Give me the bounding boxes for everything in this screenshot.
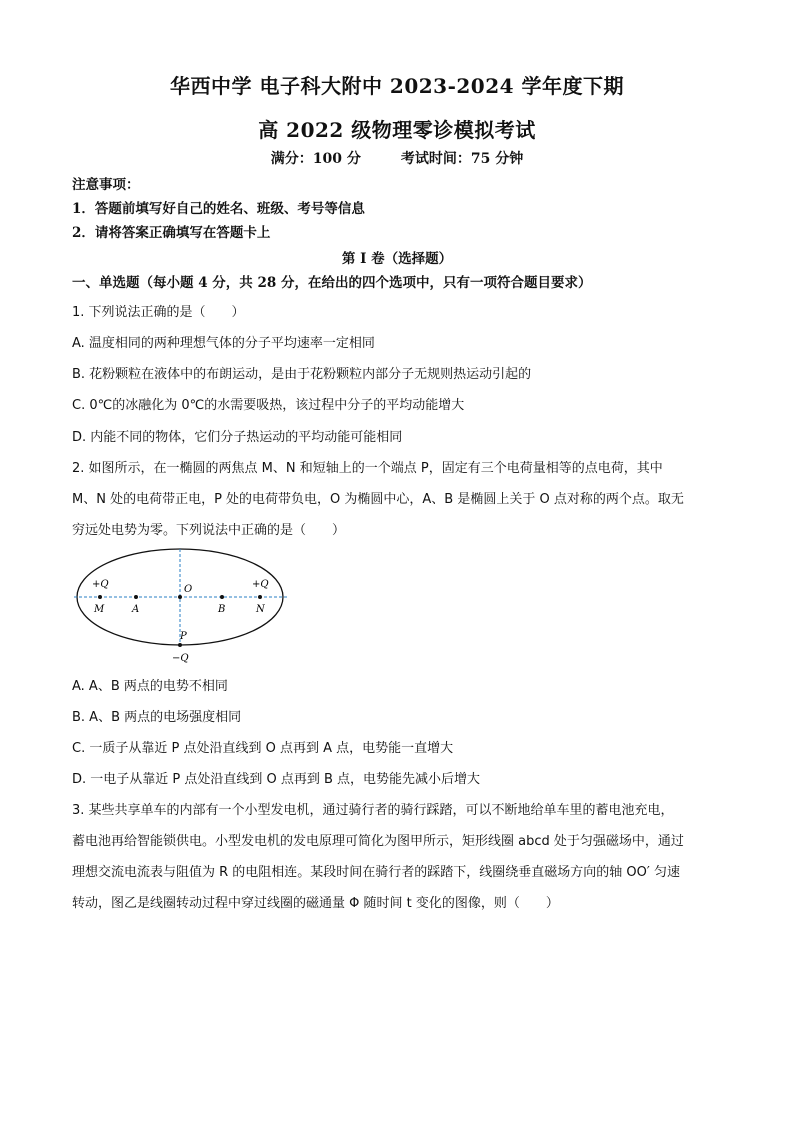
exam-meta: [0, 148, 794, 168]
volume-heading: 第 I 卷（选择题）: [341, 251, 453, 267]
q3-stem-line3: 理想交流电流表与阻值为 R 的电阻相连。某段时间在骑行者的踩踏下，线圈绕垂直磁场方向的轴 OO′ 匀速: [72, 865, 680, 880]
label-O: O: [184, 584, 193, 595]
label-plusQ-left: +Q: [92, 579, 109, 590]
label-B: B: [218, 604, 226, 615]
point-M: [98, 595, 102, 599]
label-A: A: [132, 604, 140, 615]
label-P: P: [180, 631, 187, 642]
point-A: [134, 595, 138, 599]
notice-heading: 注意事项：: [72, 177, 140, 193]
q1-option-a: A. 温度相同的两种理想气体的分子平均速率一定相同: [72, 336, 375, 351]
q1-option-d: D. 内能不同的物体，它们分子热运动的平均动能可能相同: [72, 430, 403, 445]
label-N: N: [256, 604, 265, 615]
label-minusQ: −Q: [172, 653, 189, 664]
q2-stem-line1: 2. 如图所示，在一椭圆的两焦点 M、N 和短轴上的一个端点 P，固定有三个电荷量相等的点电荷，其中: [72, 461, 663, 476]
point-P: [178, 643, 182, 647]
exam-time: 考试时间：75 分钟: [400, 151, 524, 167]
q1-option-b: B. 花粉颗粒在液体中的布朗运动，是由于花粉颗粒内部分子无规则热运动引起的: [72, 367, 532, 382]
full-marks: 满分：100 分: [270, 151, 361, 167]
point-N: [258, 595, 262, 599]
q3-stem-line2: 蓄电池再给智能锁供电。小型发电机的发电原理可简化为图甲所示，矩形线圈 abcd 处于匀强磁场中，通过: [72, 834, 684, 849]
notice-item-1: 1．答题前填写好自己的姓名、班级、考号等信息: [72, 201, 365, 217]
label-M: M: [94, 604, 105, 615]
q2-stem-line2: M、N 处的电荷带正电，P 处的电荷带负电，O 为椭圆中心，A、B 是椭圆上关于 O 点对称的两个点。取无: [72, 492, 684, 507]
point-O: [178, 595, 182, 599]
q3-stem-line4: 转动，图乙是线圈转动过程中穿过线圈的磁通量 Φ 随时间 t 变化的图像，则（ ）: [72, 896, 559, 911]
label-plusQ-right: +Q: [252, 579, 269, 590]
exam-title-line1: 华西中学 电子科大附中 2023-2024 学年度下期: [169, 74, 625, 98]
q1-option-c: C. 0℃的冰融化为 0℃的水需要吸热，该过程中分子的平均动能增大: [72, 398, 465, 413]
q2-option-c: C. 一质子从靠近 P 点处沿直线到 O 点再到 A 点，电势能一直增大: [72, 741, 454, 756]
q2-option-b: B. A、B 两点的电场强度相同: [72, 710, 242, 725]
q2-option-a: A. A、B 两点的电势不相同: [72, 679, 228, 694]
exam-title-line2: 高 2022 级物理零诊模拟考试: [258, 118, 536, 142]
part1-heading: 一、单选题（每小题 4 分，共 28 分，在给出的四个选项中，只有一项符合题目要求）: [72, 275, 592, 291]
q2-stem-line3: 穷远处电势为零。下列说法中正确的是（ ）: [72, 523, 346, 538]
q1-stem: 1. 下列说法正确的是（ ）: [72, 305, 245, 320]
point-B: [220, 595, 224, 599]
q3-stem-line1: 3. 某些共享单车的内部有一个小型发电机，通过骑行者的骑行踩踏，可以不断地给单车里的蓄电池充电，: [72, 803, 674, 818]
ellipse-figure: [72, 545, 312, 670]
q2-option-d: D. 一电子从靠近 P 点处沿直线到 O 点再到 B 点，电势能先减小后增大: [72, 772, 481, 787]
notice-item-2: 2．请将答案正确填写在答题卡上: [72, 225, 271, 241]
